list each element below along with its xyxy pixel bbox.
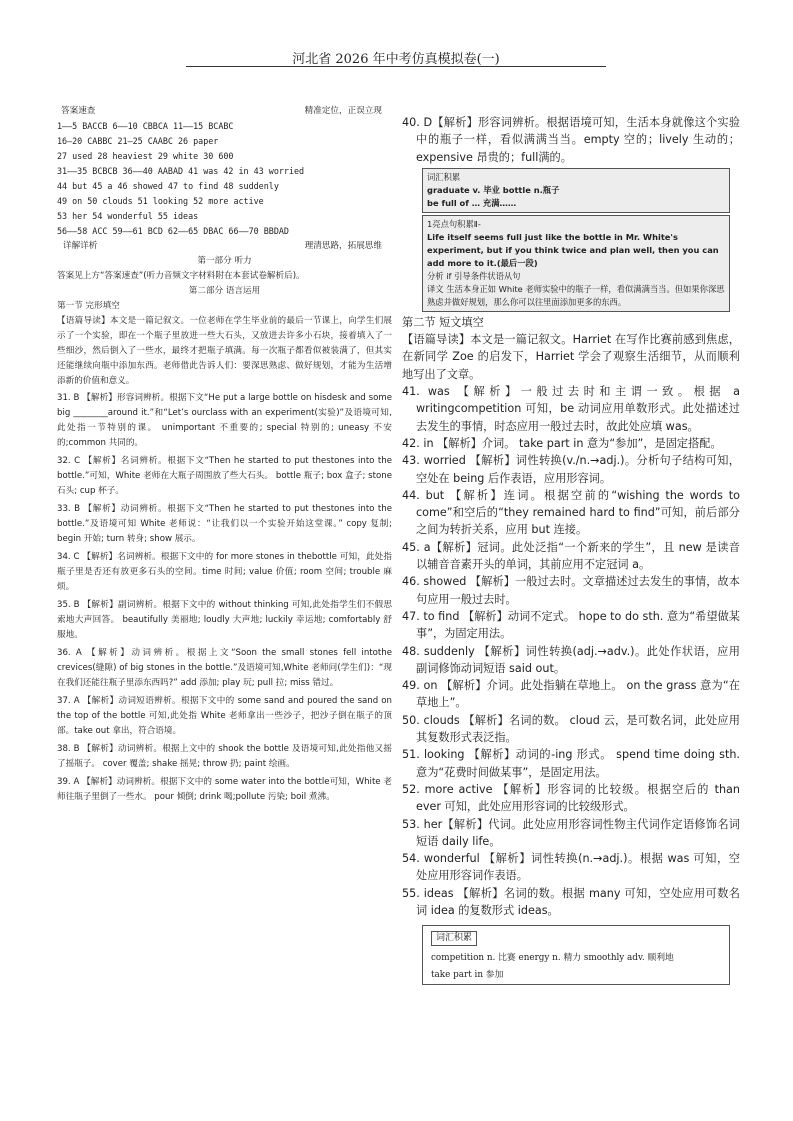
- part1-heading: 第一部分 听力: [197, 256, 252, 266]
- answer-line: 56——58 ACC 59——61 BCD 62——65 DBAC 66——70 BBDAD: [57, 226, 289, 236]
- explanation-item: 54. wonderful 【解析】词性转换(n.→adj.)。根据 was 可知，空处应用形容词作表语。: [402, 852, 740, 883]
- section1-heading: 第一节 完形填空: [57, 301, 120, 311]
- explanation-item: 41. was 【解析】一般过去时和主谓一致。根据 a writingcompetition 可知，be 动词应用单数形式。此处描述过去发生的事情，时态应用一般过去时，故此处应填 was。: [402, 385, 740, 433]
- part1-note: 答案见上方“答案速查”(听力音频文字材料附在本套试卷解析后)。: [57, 271, 305, 281]
- explanation-item: 32. C 【解析】名词辨析。根据下文“Then he started to put thestones into the bottle.”可知，White 老师在大瓶子周围放了些大石头。 bottle 瓶子; box 盒子; stone 石头; cup 杯子。: [57, 456, 392, 496]
- answers-motto: 精准定位，正误立现: [304, 106, 382, 116]
- right-column: [402, 114, 740, 985]
- explanation-item: 46. showed 【解析】一般过去时。文章描述过去发生的事情，故本句应用一般过去时。: [402, 575, 740, 606]
- vocab-box-2-line: take part in 参加: [431, 970, 504, 981]
- detail-header-row: [57, 239, 392, 254]
- vocab-box-2-caption: 词汇积累: [431, 931, 477, 946]
- detail-header: 详解详析: [63, 241, 98, 251]
- answers-header: 答案速查: [61, 106, 96, 116]
- explanation-item: 51. looking 【解析】动词的-ing 形式。 spend time doing sth. 意为“花费时间做某事”，是固定用法。: [402, 748, 740, 779]
- explanation-item: 47. to find 【解析】动词不定式。 hope to do sth. 意为“希望做某事”，为固定用法。: [402, 609, 740, 641]
- explanation-item: 53. her【解析】代词。此处应用形容词性物主代词作定语修饰名词短语 daily life。: [402, 817, 740, 848]
- explanation-item: 48. suddenly 【解析】词性转换(adj.→adv.)。此处作状语，应用副词修饰动词短语 said out。: [402, 644, 740, 675]
- explanation-item: 49. on 【解析】介词。此处指躺在草地上。 on the grass 意为“在草地上”。: [402, 679, 740, 710]
- title-underline: [186, 66, 606, 67]
- sentence-box-analysis: 分析 if 引导条件状语从句: [427, 270, 521, 281]
- explanation-item: 39. A 【解析】动词辨析。根据下文中的 some water into the bottle可知，White 老师往瓶子里倒了一些水。 pour 倾倒; drink 喝;pollute 污染; boil 煮沸。: [57, 777, 392, 802]
- explanation-item: 33. B 【解析】动词辨析。根据下文“Then he started to put thestones into the bottle.”及语境可知 White 老师说：“让我们以一个实验开始这堂课。” copy 复制; begin 开始; turn 转身; show 展示。: [57, 504, 392, 544]
- answer-line: 1——5 BACCB 6——10 CBBCA 11——15 BCABC: [57, 121, 234, 131]
- explanation-item: 45. a【解析】冠词。此处泛指“一个新来的学生”，且 new 是读音以辅音音素开头的单词，其前应用不定冠词 a。: [402, 540, 740, 572]
- explanation-item: 42. in 【解析】介词。 take part in 意为“参加”，是固定搭配。: [402, 436, 722, 450]
- vocab-box-line: graduate v. 毕业 bottle n.瓶子: [427, 184, 560, 195]
- explanation-item: 37. A 【解析】动词短语辨析。根据下文中的 some sand and poured the sand on the top of the bottle 可知,此处指 White 老师拿出一些沙子，把沙子倒在瓶子的顶部。take out 拿出，符合语境。: [57, 696, 392, 736]
- explanation-item: 55. ideas 【解析】名词的数。根据 many 可知，空处应用可数名词 idea 的复数形式 ideas。: [402, 886, 740, 917]
- explanation-item: 52. more active 【解析】形容词的比较级。根据空后的 than ever 可知，此处应用形容词的比较级形式。: [402, 782, 740, 814]
- section2-heading: 第二节 短文填空: [402, 315, 484, 329]
- answer-line: 49 on 50 clouds 51 looking 52 more active: [57, 196, 264, 206]
- reading-guide-2: 【语篇导读】本文是一篇记叙文。Harriet 在写作比赛前感到焦虑，在新同学 Zoe 的启发下，Harriet 学会了观察生活细节，从而顺利地写出了文章。: [402, 333, 740, 381]
- explanation-item: 38. B 【解析】动词辨析。根据上文中的 shook the bottle 及语境可知,此处指他又摇了摇瓶子。 cover 覆盖; shake 摇晃; throw 扔; paint 绘画。: [57, 744, 392, 769]
- vocab-box: [422, 168, 730, 213]
- answer-line: 44 but 45 a 46 showed 47 to find 48 suddenly: [57, 181, 279, 191]
- answer-line: 16—20 CABBC 21—25 CAABC 26 paper: [57, 136, 219, 146]
- answer-line: 31——35 BCBCB 36——40 AABAD 41 was 42 in 43 worried: [57, 166, 305, 176]
- answer-line: 27 used 28 heaviest 29 white 30 600: [57, 151, 234, 161]
- explanation-item: 31. B 【解析】形容词辨析。根据下文“He put a large bottle on hisdesk and some big ________around it.”和“Let’s ourclass with an experiment(实验)”及语境可知,此处指一节特别的课。 unimportant 不重要的; special 特别的; uneasy 不安的;common 共同的。: [57, 393, 392, 448]
- explanation-item: 34. C 【解析】名词辨析。根据下文中的 for more stones in thebottle 可知，此处指瓶子里是否还有放更多石头的空间。time 时间; value 价值; room 空间; trouble 麻烦。: [57, 552, 392, 592]
- sentence-box-english: Life itself seems full just like the bottle in Mr. White's experiment, but if you think twice and plan well, then you can add more to it.(最后一段): [427, 231, 719, 268]
- answer-line: 53 her 54 wonderful 55 ideas: [57, 211, 199, 221]
- explanation-item: 44. but 【解析】连词。根据空前的“wishing the words to come”和空后的“they remained hard to find”可知，前后部分之间为转折关系，应用 but 连接。: [402, 488, 740, 537]
- detail-motto: 理清思路，拓展思维: [304, 241, 382, 251]
- explanation-item: 50. clouds 【解析】名词的数。 cloud 云，是可数名词，此处应用其复数形式表泛指。: [402, 713, 740, 745]
- vocab-box-line: be full of … 充满……: [427, 197, 517, 208]
- sentence-box: [422, 215, 730, 312]
- vocab-box-2: [422, 925, 730, 985]
- reading-guide: 【语篇导读】本文是一篇记叙文。一位老师在学生毕业前的最后一节课上，向学生们展示了一个实验，即在一个瓶子里放进一些大石头，又放进去许多小石块，接着填入了一些细沙，然后倒入了一些水，最终才把瓶子填满。每一次瓶子都看似被装满了，但其实还能继续向瓶中添加东西。老师借此告诉人们：要深思熟虑、做好规划，才能为生活增添新的价值和意义。: [57, 316, 392, 386]
- page-title: 河北省 2026 年中考仿真模拟卷(一): [292, 52, 500, 67]
- sentence-box-translation: 译文 生活本身正如 White 老师实验中的瓶子一样，看似满满当当。但如果你深思熟虑并做好规划，那么你可以往里面添加更多的东西。: [427, 283, 725, 307]
- explanation-item: 36. A 【解析】动词辨析。根据上文“Soon the small stones fell intothe crevices(缝隙) of big stones in the bottle.”及语境可知,White 老师问(学生们)：“现在我们还能往瓶子里添东西吗?” add 添加; play 玩; pull 拉; miss 错过。: [57, 648, 392, 688]
- left-column: [57, 104, 392, 805]
- sentence-box-title: 1亮点句积累Ⅱ-: [427, 218, 481, 229]
- explanation-item-40: 40. D【解析】形容词辨析。根据语境可知，生活本身就像这个实验中的瓶子一样，看似满满当当。empty 空的；lively 生动的；expensive 昂贵的；full满的。: [402, 116, 740, 164]
- vocab-box-2-line: competition n. 比赛 energy n. 精力 smoothly adv. 顺利地: [431, 953, 674, 964]
- answers-header-row: [57, 104, 392, 119]
- explanation-item: 35. B 【解析】副词辨析。根据下文中的 without thinking 可知,此处指学生们不假思索地大声回答。 beautifully 美丽地; loudly 大声地; luckily 幸运地; comfortably 舒服地。: [57, 600, 392, 640]
- vocab-box-title: 词汇积累: [427, 171, 461, 182]
- explanation-item: 43. worried 【解析】词性转换(v./n.→adj.)。分析句子结构可知，空处在 being 后作表语，应用形容词。: [402, 454, 740, 485]
- part2-heading: 第二部分 语言运用: [188, 286, 261, 296]
